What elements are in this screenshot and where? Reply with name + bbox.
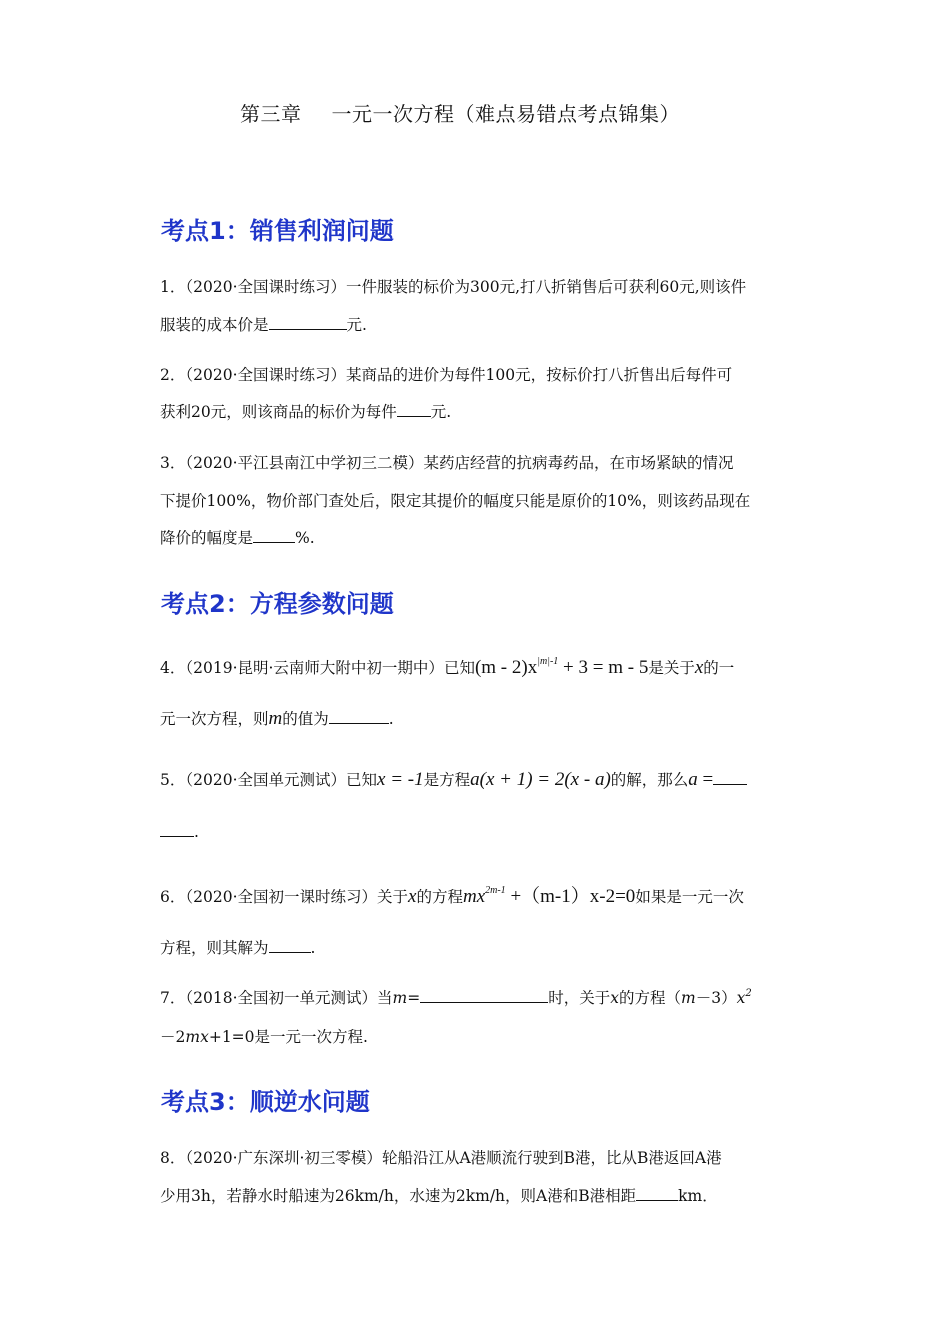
section-heading-1: 考点1：销售利润问题	[161, 217, 394, 245]
q1-line2: 服装的成本价是 元.	[160, 316, 367, 334]
q8-line1: 8．（2020·广东深圳·初三零模）轮船沿江从A港顺流行驶到B港，比从B港返回A港	[160, 1149, 722, 1167]
chapter-label: 第三章	[240, 102, 302, 126]
q3-line2: 下提价100%，物价部门查处后，限定其提价的幅度只能是原价的10%，则该药品现在	[160, 492, 751, 510]
q6-line2: 方程，则其解为 .	[160, 939, 316, 957]
answer-blank[interactable]	[269, 328, 347, 330]
q4-line2: 元一次方程，则m的值为 .	[160, 708, 394, 729]
q6-line1: 6．（2020·全国初一课时练习）关于x的方程$mx^{2m-1} +(m-1)x-2=0$如果是一元一次	[160, 885, 744, 907]
answer-blank[interactable]	[420, 1001, 548, 1003]
answer-blank[interactable]	[160, 835, 194, 837]
q6-equation: $mx^{2m-1} +(m-1)x-2=0$	[462, 885, 636, 907]
section-heading-3: 考点3：顺逆水问题	[161, 1088, 370, 1116]
answer-blank[interactable]	[269, 951, 311, 953]
q2-line1: 2．（2020·全国课时练习）某商品的进价为每件100元，按标价打八折售出后每件可	[160, 366, 733, 384]
q4-equation: $(m - 2)x^{|m|-1} + 3 = m - 5$	[474, 656, 649, 678]
q3-line1: 3．（2020·平江县南江中学初三二模）某药店经营的抗病毒药品，在市场紧缺的情况	[160, 454, 734, 472]
q1-line1: 1．（2020·全国课时练习）一件服装的标价为300元,打八折销售后可获利60元,则该件	[160, 278, 747, 296]
answer-blank[interactable]	[253, 541, 295, 543]
q2-line2: 获利20元，则该商品的标价为每件 元.	[160, 403, 452, 421]
q4-line1: 4．（2019·昆明·云南师大附中初一期中）已知$(m - 2)x^{|m|-1} + 3 = m - 5$是关于x的一	[160, 656, 735, 678]
answer-blank[interactable]	[329, 722, 389, 724]
chapter-name: 一元一次方程（难点易错点考点锦集）	[331, 102, 680, 126]
q7-line1: 7．（2018·全国初一单元测试）当m= 时，关于x的方程$(m-3)x^2$	[160, 988, 752, 1007]
answer-blank[interactable]	[397, 415, 431, 417]
answer-blank[interactable]	[713, 783, 747, 785]
q8-line2: 少用3h，若静水时船速为26km/h，水速为2km/h，则A港和B港相距 km．	[160, 1187, 718, 1205]
section-heading-2: 考点2：方程参数问题	[161, 590, 394, 618]
answer-blank[interactable]	[636, 1199, 678, 1201]
page-title	[0, 98, 920, 127]
q3-line3: 降价的幅度是 %.	[160, 529, 315, 547]
q5-line2: .	[160, 823, 199, 841]
q5-line1: 5．（2020·全国单元测试）已知x = -1是方程a(x + 1) = 2(x - a)的解，那么a =	[160, 768, 747, 791]
q7-line2: －2mx+1=0是一元一次方程.	[160, 1028, 368, 1046]
